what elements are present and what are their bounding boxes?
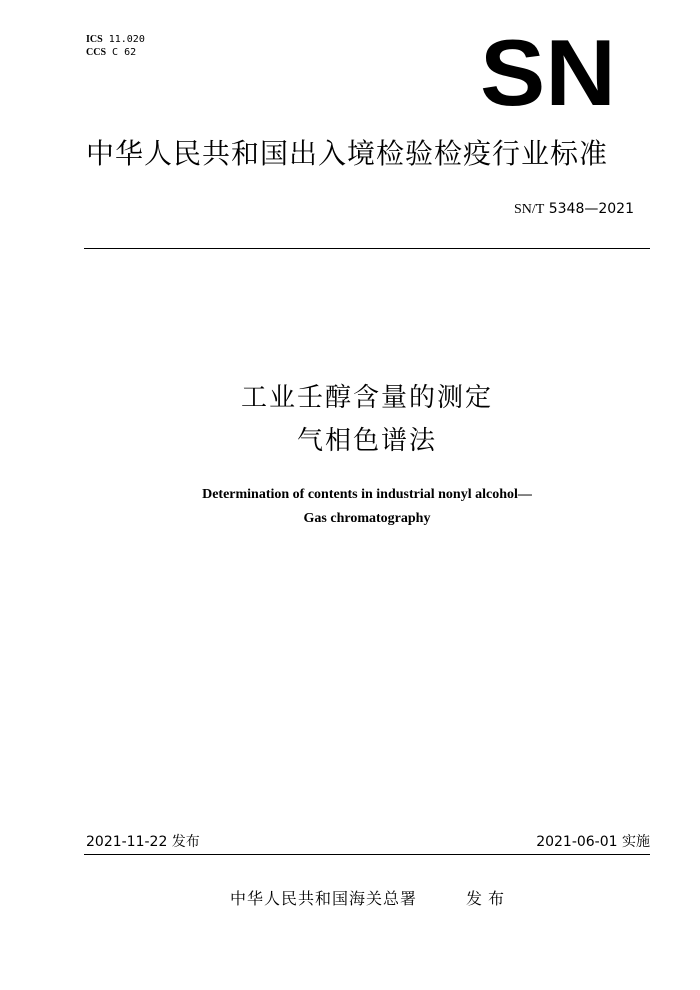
ccs-label: CCS [86,47,107,58]
issue-date: 2021-11-22 发布 [86,834,200,850]
classification-codes [86,33,145,59]
ccs-code: C 62 [112,47,137,58]
document-subtitle-en: Gas chromatography [303,511,431,526]
issued-label: 发布 [466,889,511,908]
sn-logo-text: SN [480,36,616,112]
standard-number [514,199,634,220]
issuing-authority: 中华人民共和国海关总署 [230,889,418,908]
top-divider [84,248,650,249]
ics-label: ICS [86,34,103,45]
ccs-line [86,46,145,59]
industry-standard-title: 中华人民共和国出入境检验检疫行业标准 [86,137,609,170]
standard-prefix: SN/T [513,202,545,217]
implementation-date: 2021-06-01 实施 [536,834,650,850]
bottom-divider [84,854,650,855]
standard-code: 5348—2021 [548,201,634,217]
document-title-cn: 工业壬醇含量的测定 [240,383,493,413]
ics-code: 11.020 [108,34,145,45]
sn-logo [478,36,618,112]
ics-line [86,33,145,46]
document-subtitle-cn: 气相色谱法 [296,426,437,456]
document-title-en: Determination of contents in industrial nonyl alcohol— [202,487,532,502]
